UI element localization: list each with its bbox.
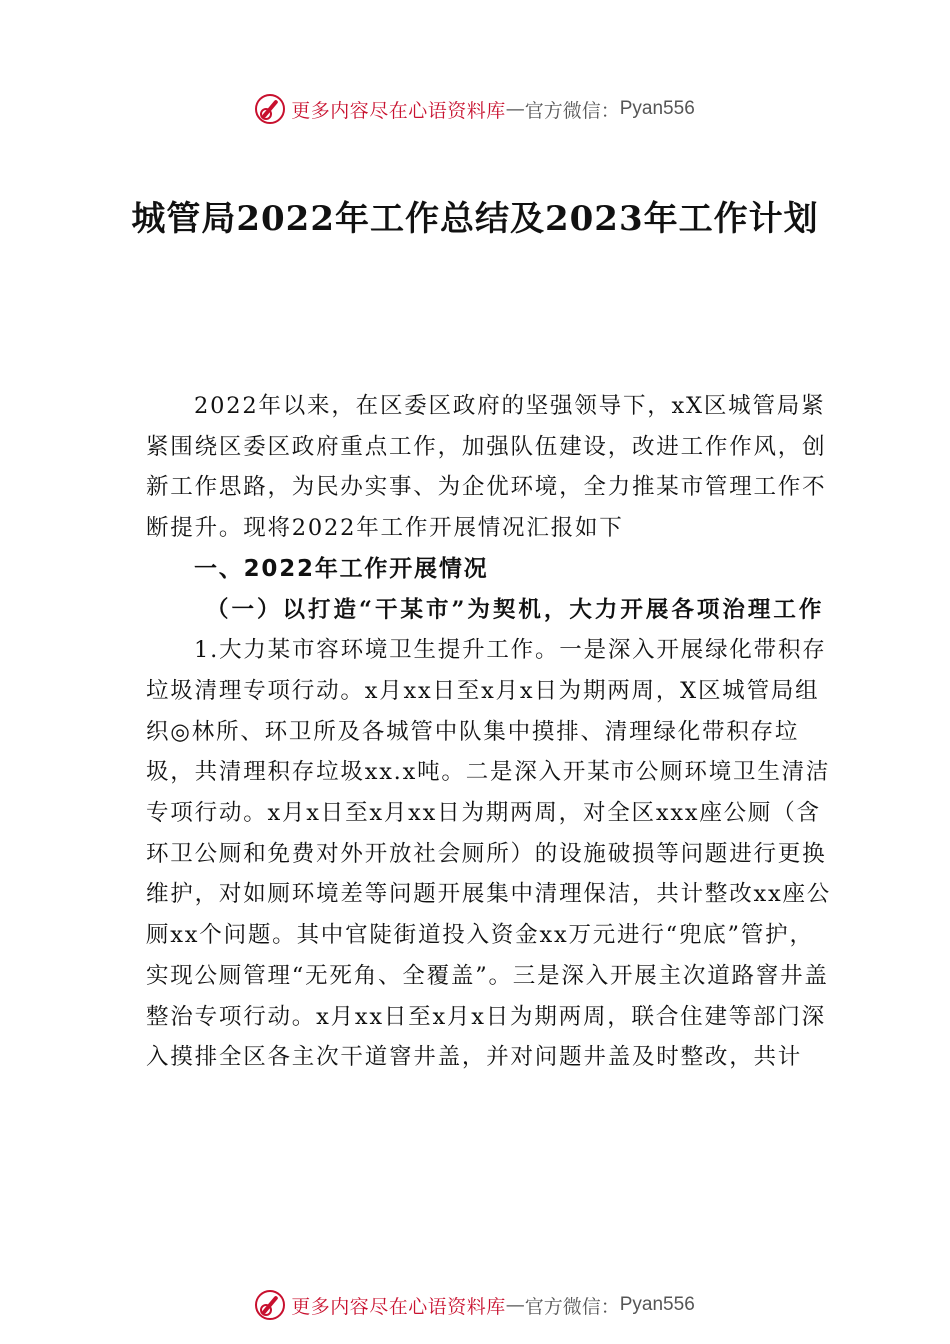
item-paragraph: 1.大力某市容环境卫生提升工作。一是深入开展绿化带积存垃圾清理专项行动。x月xx日至x月x日为期两周，X区城管局组织◎林所、环卫所及各城管中队集中摸排、清理绿化带积存垃圾，共清理积存垃圾xx.x吨。二是深入开某市公厕环境卫生清洁专项行动。x月x日至x月xx日为期两周，对全区xxx座公厕（含环卫公厕和免费对外开放社会厕所）的设施破损等问题进行更换维护，对如厕环境差等问题开展集中清理保洁，共计整改xx座公厕xx个问题。其中官陡街道投入资金xx万元进行“兜底”管护，实现公厕管理“无死角、全覆盖”。三是深入开展主次道路窨井盖整治专项行动。x月xx日至x月x日为期两周，联合住建等部门深入摸排全区各主次干道窨井盖，并对问题井盖及时整改，共计 (146, 637, 832, 1071)
watermark-id: Pyan556 (619, 1294, 695, 1315)
watermark-id: Pyan556 (619, 98, 695, 119)
watermark-text: 更多内容尽在心语资料库 (291, 1295, 506, 1318)
watermark-label: 官方微信： (524, 99, 620, 122)
watermark-text: 更多内容尽在心语资料库 (291, 99, 506, 122)
watermark-label: 官方微信： (524, 1295, 620, 1318)
watermark-separator: — (505, 98, 525, 120)
document-title: 城管局2022年工作总结及2023年工作计划 (131, 199, 819, 239)
watermark-header (0, 94, 950, 124)
pen-logo-icon (255, 94, 285, 124)
watermark-footer (0, 1290, 950, 1320)
subsection-heading: （一）以打造“干某市”为契机，大力开展各项治理工作 (206, 596, 825, 623)
document-body (146, 386, 836, 1078)
intro-paragraph: 2022年以来，在区委区政府的坚强领导下，xX区城管局紧紧围绕区委区政府重点工作，加强队伍建设，改进工作作风，创新工作思路，为民办实事、为企优环境，全力推某市管理工作不断提升。现将2022年工作开展情况汇报如下 (146, 393, 827, 542)
watermark-separator: — (505, 1294, 525, 1316)
section-heading: 一、2022年工作开展情况 (194, 555, 489, 582)
pen-logo-icon (255, 1290, 285, 1320)
